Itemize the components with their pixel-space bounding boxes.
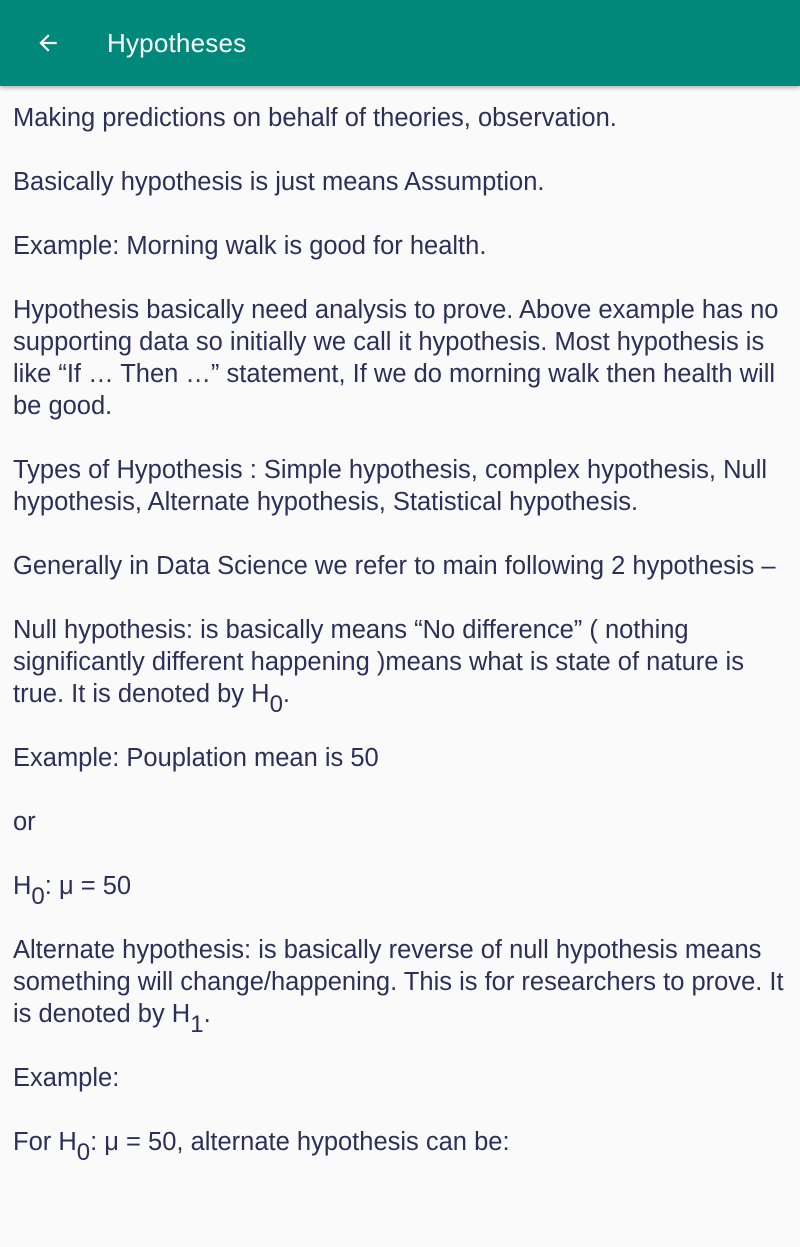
types-paragraph: Types of Hypothesis : Simple hypothesis, complex hypothesis, Null hypothesis, Alternate hypothesis, Statistical hypothesis. — [13, 456, 768, 516]
alternate-hypothesis-text: Alternate hypothesis: is basically reverse of null hypothesis means something will change/happening. This is for researchers to prove. It is denoted by H — [13, 936, 784, 1028]
example-label-paragraph: Example: — [13, 1064, 120, 1092]
null-hypothesis-subscript: 0 — [269, 691, 283, 718]
or-paragraph: or — [13, 808, 36, 836]
example-mean-paragraph: Example: Pouplation mean is 50 — [13, 744, 379, 772]
app-bar — [0, 0, 800, 86]
alternate-hypothesis-end: . — [203, 1000, 211, 1028]
back-button[interactable] — [18, 13, 78, 73]
h0-rest: : μ = 50 — [44, 872, 132, 900]
h0-letter: H — [13, 872, 32, 900]
null-hypothesis-end: . — [282, 680, 291, 708]
h0-subscript: 0 — [31, 883, 45, 910]
generally-paragraph: Generally in Data Science we refer to main following 2 hypothesis – — [13, 552, 776, 580]
for-h0-rest: : μ = 50, alternate hypothesis can be: — [90, 1128, 510, 1156]
null-hypothesis-text: Null hypothesis: is basically means “No difference” ( nothing significantly different happening )means what is state of nature is true. It is denoted by H — [13, 616, 744, 708]
alternate-hypothesis-paragraph — [13, 934, 785, 1038]
alternate-hypothesis-subscript: 1 — [190, 1011, 204, 1038]
basically-paragraph: Basically hypothesis is just means Assumption. — [13, 168, 545, 196]
intro-paragraph: Making predictions on behalf of theories, observation. — [13, 104, 617, 132]
arrow-left-icon — [35, 30, 61, 56]
for-h0-subscript: 0 — [76, 1139, 91, 1166]
for-h0-prefix: For H — [13, 1128, 77, 1156]
for-h0-paragraph — [13, 1126, 785, 1166]
null-hypothesis-paragraph — [13, 614, 785, 718]
page-title: Hypotheses — [107, 28, 247, 58]
h0-formula — [13, 870, 785, 910]
example-paragraph: Example: Morning walk is good for health. — [13, 232, 487, 260]
analysis-paragraph: Hypothesis basically need analysis to prove. Above example has no supporting data so initially we call it hypothesis. Most hypothesis is like “If … Then …” statement, If we do morning walk then health will be good. — [13, 296, 779, 420]
article-content — [13, 102, 785, 1190]
